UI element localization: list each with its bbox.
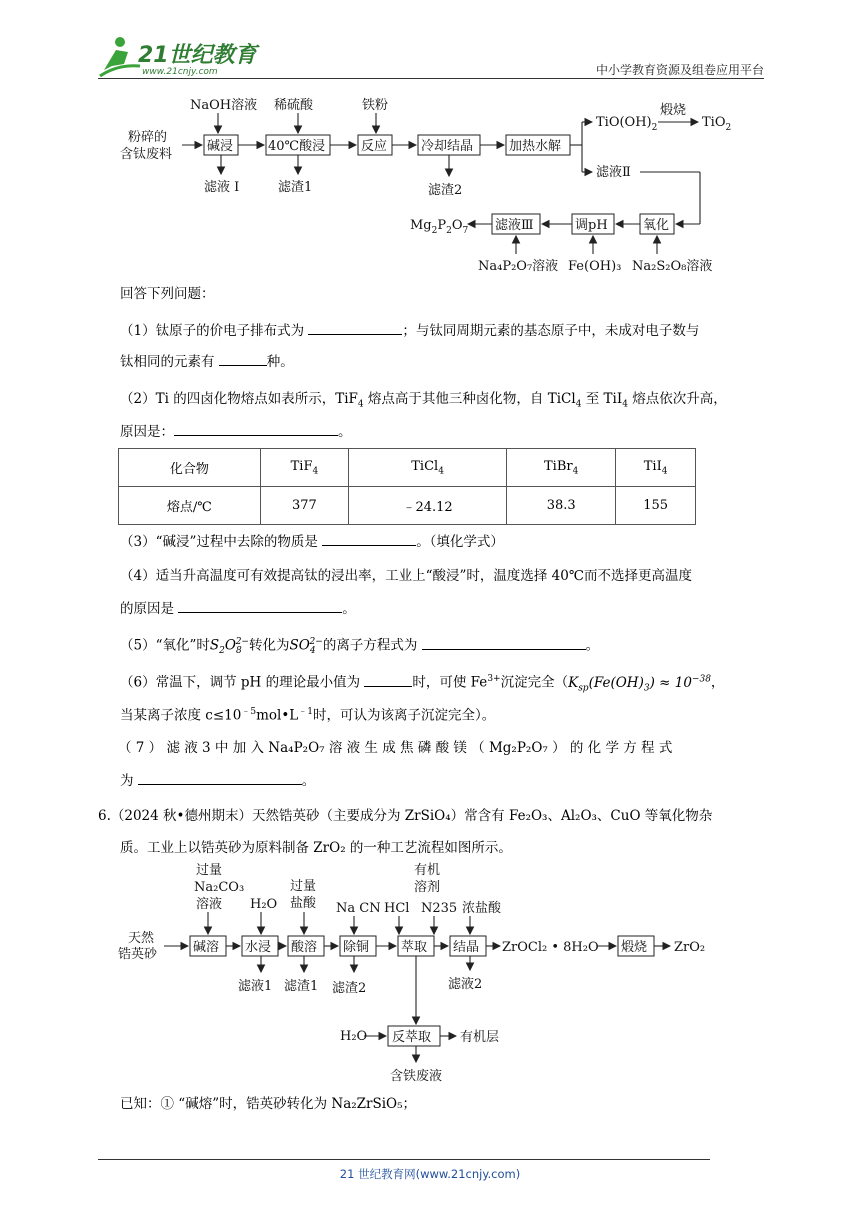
compound-tii4: TiI$_4$ [616,449,696,487]
table-header-label: 化合物 [119,449,261,487]
mp-tii4: 155 [616,487,696,525]
zro2-product: ZrO₂ [674,940,706,955]
step-alkali-fuse: 碱溶 [193,940,220,955]
output2-residue-2: 滤渣2 [332,981,367,996]
question-6-line-2: 当某离子浓度 $c\le 10^{﹣5}mol•L^{﹣1}$时，可认为该离子沉淀完全）。 [120,707,496,724]
reagent-iron-powder: 铁粉 [362,98,389,113]
step-filtrate-3: 滤液Ⅲ [495,218,534,233]
step-acid-leach: 40℃酸浸 [268,139,326,154]
step-acid-dissolve: 酸溶 [291,940,318,955]
step-crystallize: 结晶 [453,940,480,955]
question-7-line-2: 为 。 [120,770,315,791]
reagent-water: H₂O [250,897,278,912]
mp-ticl4: ﹣24.12 [349,487,507,525]
reagent-hcl: HCl [384,901,410,916]
organic-layer: 有机层 [460,1030,500,1045]
answer-blank-4[interactable] [178,598,342,613]
table-row-label: 熔点/℃ [119,487,261,525]
mp-tibr4: 38.3 [507,487,616,525]
table-row-compounds [119,449,696,487]
footer-divider [98,1159,710,1160]
reagent-naoh: NaOH溶液 [190,98,258,113]
titanium-process-flowchart [120,92,732,282]
tio-oh2: $TiO(OH)_2$ [596,115,658,133]
step-adjust-ph: 调pH [575,218,608,233]
table-row-melting-points [119,487,696,525]
zrocl2-intermediate: ZrOCl₂ • 8H₂O [502,940,599,955]
reagent-na2co3: Na₂CO₃ [194,880,245,895]
reagent-excess-label: 过量 [196,863,223,878]
output-filtrate-1: 滤液 I [204,180,240,195]
question-6-line-1: （6）常温下，调节 pH 的理论最小值为 时，可使 $Fe^{3+}$沉淀完全（$K_{sp}(Fe(OH)_3) \approx 10^{-38}$， [120,669,724,698]
reagent-water-back: H₂O [340,1029,368,1044]
problem-6-line-2: 质。工业上以锆英砂为原料制备 ZrO₂ 的一种工艺流程如图所示。 [120,840,512,856]
step-calcine: 煅烧 [621,940,648,955]
step-oxidize: 氧化 [643,218,670,233]
reagent-dilute-h2so4: 稀硫酸 [274,98,314,113]
calcine-label: 煅烧 [660,103,687,118]
footer-link[interactable]: 21 世纪教育网(www.21cnjy.com) [339,1167,521,1181]
output2-filtrate-1: 滤液1 [238,979,273,994]
question-4-line-2: 的原因是 。 [120,598,356,619]
reagent-fe-oh3: Fe(OH)₃ [568,259,622,274]
mg2p2o7-product: $Mg_2P_2O_7$ [410,218,469,236]
output-residue-1: 滤渣1 [278,180,313,195]
compound-ticl4: TiCl$_4$ [349,449,507,487]
organic-label-2: 溶剂 [414,880,441,895]
zirconia-process-flowchart [118,860,718,1090]
feed-label-1: 粉碎的 [128,130,168,145]
reagent-excess-hcl-1: 过量 [290,879,317,894]
reagent-n235: N235 [421,901,458,916]
question-1-line-2: 钛相同的元素有 种。 [120,351,294,372]
compound-tif4: TiF$_4$ [260,449,348,487]
answer-blank-1b[interactable] [219,351,267,366]
intro-text: 回答下列问题： [120,286,215,302]
question-4-line-1: （4）适当升高温度可有效提高钛的浸出率，工业上“酸浸”时，温度选择 40℃而不选择更高温度 [120,568,692,584]
question-7-line-1: （ 7 ） 滤 液 3 中 加 入 Na₄P₂O₇ 溶 液 生 成 焦 磷 酸 镁 （ Mg₂P₂O₇ ） 的 化 学 方 程 式 [118,740,673,756]
output-residue-2: 滤渣2 [428,183,463,198]
step-alkali-leach: 碱浸 [207,139,234,154]
answer-blank-7[interactable] [138,770,302,785]
reagent-nacn: Na CN [336,901,381,916]
mp-tif4: 377 [260,487,348,525]
reagent-na2s2o8: Na₂S₂O₈溶液 [632,259,713,274]
header-platform-name: 中小学教育资源及组卷应用平台 [595,63,764,77]
answer-blank-5[interactable] [422,635,586,650]
problem-6-line-1: 6.（2024 秋•德州期末）天然锆英砂（主要成分为 ZrSiO₄）常含有 Fe₂O₃、Al₂O₃、CuO 等氧化物杂 [98,808,713,824]
answer-blank-1a[interactable] [308,320,402,335]
feed-label-2: 含钛废料 [120,147,173,162]
logo-title: 21世纪教育 [138,43,257,68]
step-remove-copper: 除铜 [343,940,370,955]
runner-icon [100,37,140,76]
step-back-extract: 反萃取 [392,1030,432,1045]
filtrate-2-label: 滤液Ⅱ [596,165,631,180]
known-condition: 已知：① “碱熔”时，锆英砂转化为 Na₂ZrSiO₅； [120,1096,417,1112]
logo-url: www.21cnjy.com [142,67,218,77]
step-react: 反应 [361,139,388,154]
site-logo [98,36,258,78]
step-extract: 萃取 [401,940,428,955]
reagent-excess-hcl-2: 盐酸 [290,896,317,911]
tio2-product: TiO$_2$ [702,115,732,133]
step-cool-crystallize: 冷却结晶 [421,139,474,154]
question-1-line-1: （1）钛原子的价电子排布式为 ；与钛同周期元素的基态原子中，未成对电子数与 [120,320,699,341]
output2-residue-1: 滤渣1 [284,979,319,994]
answer-blank-3[interactable] [322,531,416,546]
question-2-line-2: 原因是： 。 [120,421,352,442]
header-divider [98,78,764,79]
answer-blank-2[interactable] [174,421,338,436]
answer-blank-6[interactable] [364,672,412,687]
organic-label-1: 有机 [414,863,441,878]
reagent-na4p2o7: Na₄P₂O₇溶液 [478,259,559,274]
reagent-solution-label: 溶液 [196,897,223,912]
reagent-conc-hcl: 浓盐酸 [462,901,502,916]
compound-tibr4: TiBr$_4$ [507,449,616,487]
question-3: （3）“碱浸”过程中去除的物质是 。（填化学式） [120,531,504,552]
question-2-line-1: （2）Ti 的四卤化物熔点如表所示，TiF$_4$ 熔点高于其他三种卤化物，自 TiCl$_4$ 至 TiI$_4$ 熔点依次升高， [120,391,727,410]
question-5: （5）“氧化”时$S_2O_8^{2-}$转化为$SO_4^{2-}$的离子方程式为 。 [120,632,599,661]
iron-waste-liquid: 含铁废液 [390,1069,443,1084]
step-heat-hydrolyze: 加热水解 [509,139,562,154]
feed2-label-2: 锆英砂 [118,947,158,962]
step-water-leach: 水浸 [245,940,272,955]
feed2-label-1: 天然 [128,931,155,946]
melting-point-table [118,448,696,525]
output2-filtrate-2: 滤液2 [448,977,483,992]
